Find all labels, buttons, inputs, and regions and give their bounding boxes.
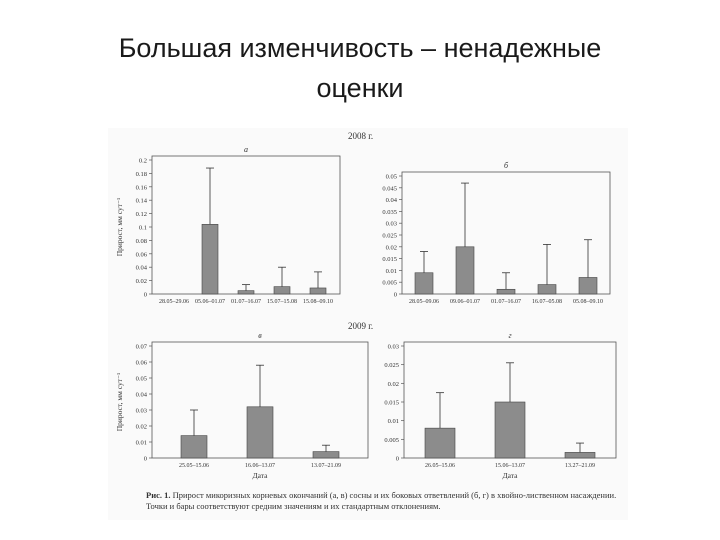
bar (181, 436, 207, 458)
y-tick-label: 0.02 (135, 278, 147, 286)
y-tick-label: 0.02 (135, 423, 147, 431)
bar (579, 277, 597, 294)
y-tick-label: 0.04 (135, 391, 147, 399)
figure-scan (108, 128, 628, 520)
category-label: 28.05–09.06 (409, 299, 439, 305)
y-tick-label: 0 (393, 291, 397, 299)
y-tick-label: 0.03 (385, 220, 397, 228)
y-tick-label: 0 (395, 455, 399, 463)
chart-panel-3 (115, 331, 368, 480)
y-tick-label: 0.045 (382, 185, 397, 193)
caption-text: Прирост микоризных корневых окончаний (а, в) сосны и их боковых ответвлений (б, г) в хвойно-лиственном насаждении. Точки и бары соответствуют средним значениям и их стандартным отклонениям. (146, 490, 617, 511)
category-label: 13.27–21.09 (565, 463, 595, 469)
y-tick-label: 0.005 (384, 436, 399, 444)
y-tick-label: 0.1 (138, 224, 147, 232)
panel-label: а (244, 145, 248, 154)
category-label: 13.07–21.09 (311, 463, 341, 469)
chart-panel-1 (115, 145, 340, 305)
y-tick-label: 0.01 (385, 267, 397, 275)
bar (565, 452, 595, 458)
y-tick-label: 0.035 (382, 208, 397, 216)
bar (538, 285, 556, 294)
category-label: 15.06–13.07 (495, 463, 525, 469)
y-tick-label: 0.03 (387, 343, 399, 351)
y-tick-label: 0.18 (135, 170, 147, 178)
category-label: 01.07–16.07 (231, 299, 261, 305)
plot-frame (152, 156, 340, 294)
slide-title-line-1: Большая изменчивость – ненадежные (118, 33, 602, 63)
y-tick-label: 0.14 (135, 197, 147, 205)
category-label: 25.05–15.06 (179, 463, 209, 469)
bar (310, 288, 326, 294)
y-tick-label: 0.005 (382, 279, 397, 287)
y-tick-label: 0.025 (384, 362, 399, 370)
bar (415, 273, 433, 294)
y-axis-label: Прирост, мм сут⁻¹ (115, 197, 124, 257)
y-tick-label: 0.01 (387, 418, 399, 426)
y-tick-label: 0.16 (135, 184, 147, 192)
figure-canvas (108, 128, 628, 520)
category-label: 05.06–01.07 (195, 299, 225, 305)
y-tick-label: 0 (143, 455, 147, 463)
bar (202, 224, 218, 294)
y-tick-label: 0.02 (387, 380, 399, 388)
slide-title (0, 28, 720, 108)
category-label: 28.05–29.06 (159, 299, 189, 305)
y-tick-label: 0.025 (382, 232, 397, 240)
y-tick-label: 0.01 (135, 439, 147, 447)
bar (247, 407, 273, 458)
year-2008-label: 2008 г. (348, 131, 374, 141)
chart-panel-2 (382, 161, 610, 305)
category-label: 16.06–13.07 (245, 463, 275, 469)
year-2009-label: 2009 г. (348, 321, 374, 331)
category-label: 15.08–09.10 (303, 299, 333, 305)
y-tick-label: 0.07 (135, 343, 147, 351)
bar (274, 287, 290, 294)
bar (495, 402, 525, 458)
figure-caption (146, 490, 626, 512)
y-tick-label: 0.2 (138, 157, 147, 165)
bar (238, 291, 254, 294)
y-tick-label: 0.06 (135, 251, 147, 259)
y-tick-label: 0.05 (135, 375, 147, 383)
panel-label: б (503, 161, 509, 170)
category-label: 05.08–09.10 (573, 299, 603, 305)
y-tick-label: 0.015 (382, 256, 397, 264)
y-tick-label: 0.04 (385, 197, 397, 205)
category-label: 01.07–16.07 (491, 299, 521, 305)
category-label: 09.06–01.07 (450, 299, 480, 305)
bar (313, 452, 339, 458)
y-axis-label: Прирост, мм сут⁻¹ (115, 372, 124, 432)
category-label: 15.07–15.08 (267, 299, 297, 305)
y-tick-label: 0.05 (385, 173, 397, 181)
y-tick-label: 0.03 (135, 407, 147, 415)
x-axis-label: Дата (252, 471, 268, 480)
y-tick-label: 0.06 (135, 359, 147, 367)
panel-label: г (508, 331, 512, 340)
y-tick-label: 0.12 (135, 211, 147, 219)
y-tick-label: 0.08 (135, 237, 147, 245)
panel-label: в (258, 331, 262, 340)
y-tick-label: 0.02 (385, 244, 397, 252)
bar (497, 289, 515, 294)
y-tick-label: 0.015 (384, 399, 399, 407)
y-tick-label: 0.04 (135, 264, 147, 272)
caption-label: Рис. 1. (146, 490, 171, 500)
bar (456, 247, 474, 294)
y-tick-label: 0 (143, 291, 147, 299)
category-label: 26.05–15.06 (425, 463, 455, 469)
bar (425, 428, 455, 458)
slide-title-line-2: оценки (316, 73, 404, 103)
category-label: 16.07–05.08 (532, 299, 562, 305)
chart-panel-4 (384, 331, 616, 480)
x-axis-label: Дата (502, 471, 518, 480)
